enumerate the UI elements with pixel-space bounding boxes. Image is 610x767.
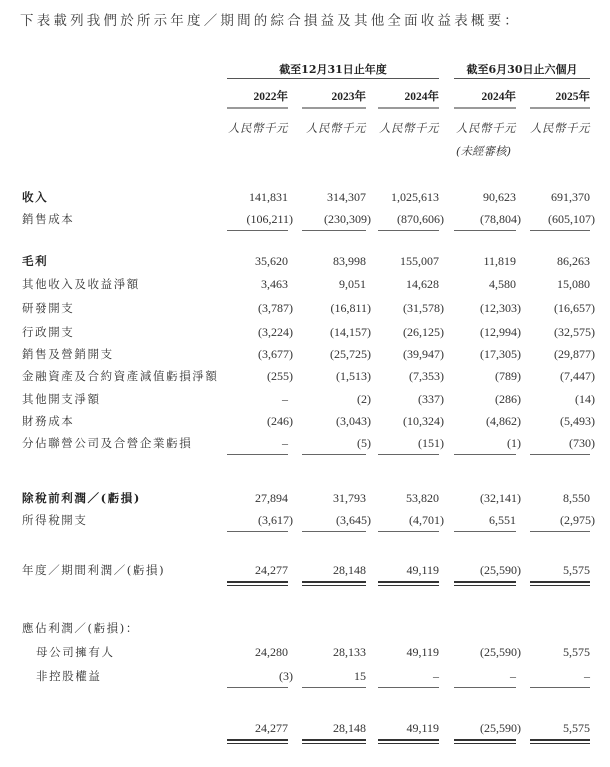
table-cell: 53,820	[406, 491, 439, 505]
table-cell: 1,025,613	[391, 190, 439, 204]
column-year-underline	[227, 107, 288, 109]
subtotal-underline	[227, 531, 288, 532]
table-cell: (230,309)	[324, 212, 371, 226]
row-label: 收入	[22, 190, 49, 204]
column-year-header: 2025年	[555, 91, 590, 103]
column-year-header: 2024年	[404, 91, 439, 103]
total-double-underline-bottom	[227, 743, 288, 744]
table-cell: 11,819	[483, 254, 516, 268]
table-cell: 24,277	[255, 721, 288, 735]
subtotal-underline	[378, 687, 439, 688]
row-label: 年度／期間利潤／(虧損)	[22, 563, 166, 577]
table-cell: (14,157)	[330, 325, 371, 339]
table-cell: (1,513)	[336, 369, 371, 383]
total-double-underline-top	[454, 581, 516, 583]
row-label: 研發開支	[22, 301, 75, 315]
row-label: 其他收入及收益淨額	[22, 277, 140, 291]
table-cell: 5,575	[563, 563, 590, 577]
table-cell: 83,998	[333, 254, 366, 268]
row-label: 分佔聯營公司及合營企業虧損	[22, 436, 193, 450]
total-double-underline-bottom	[454, 743, 516, 744]
unaudited-note: (未經審核)	[456, 144, 511, 158]
table-cell: (4,862)	[486, 414, 521, 428]
table-cell: (25,590)	[480, 721, 521, 735]
table-cell: (26,125)	[403, 325, 444, 339]
total-double-underline-top	[302, 581, 366, 583]
subtotal-underline	[530, 531, 590, 532]
table-cell: 155,007	[400, 254, 439, 268]
table-cell: (39,947)	[403, 347, 444, 361]
total-double-underline-top	[378, 581, 439, 583]
subtotal-underline	[454, 687, 516, 688]
table-cell: 5,575	[563, 721, 590, 735]
table-cell: (3,043)	[336, 414, 371, 428]
row-label: 非控股權益	[36, 669, 102, 683]
table-cell: (730)	[569, 436, 595, 450]
table-cell: 5,575	[563, 645, 590, 659]
table-cell: 3,463	[261, 277, 288, 291]
table-cell: (255)	[267, 369, 293, 383]
table-cell: –	[584, 669, 590, 683]
subtotal-underline	[227, 687, 288, 688]
row-label: 毛利	[22, 254, 49, 268]
table-cell: (605,107)	[548, 212, 595, 226]
column-unit-label: 人民幣千元	[306, 121, 366, 135]
column-year-header: 2024年	[481, 91, 516, 103]
subtotal-underline	[530, 687, 590, 688]
table-cell: (16,657)	[554, 301, 595, 315]
total-double-underline-top	[227, 581, 288, 583]
table-cell: (25,725)	[330, 347, 371, 361]
column-year-underline	[454, 107, 516, 109]
subtotal-underline	[378, 230, 439, 231]
table-cell: (246)	[267, 414, 293, 428]
table-cell: –	[282, 436, 288, 450]
row-label: 金融資產及合約資產減值虧損淨額	[22, 369, 219, 383]
table-cell: 141,831	[249, 190, 288, 204]
table-cell: 8,550	[563, 491, 590, 505]
column-year-underline	[378, 107, 439, 109]
table-cell: 24,277	[255, 563, 288, 577]
table-cell: (1)	[507, 436, 521, 450]
total-double-underline-top	[530, 739, 590, 741]
table-cell: (3)	[279, 669, 293, 683]
table-cell: (32,141)	[480, 491, 521, 505]
table-cell: (789)	[495, 369, 521, 383]
row-label: 所得稅開支	[22, 513, 88, 527]
table-cell: (29,877)	[554, 347, 595, 361]
subtotal-underline	[302, 454, 366, 455]
table-cell: –	[510, 669, 516, 683]
table-cell: –	[433, 669, 439, 683]
table-cell: 15	[354, 669, 366, 683]
table-cell: 9,051	[339, 277, 366, 291]
table-cell: 28,148	[333, 563, 366, 577]
table-cell: 27,894	[255, 491, 288, 505]
subtotal-underline	[378, 454, 439, 455]
table-cell: (7,447)	[560, 369, 595, 383]
row-label: 母公司擁有人	[36, 645, 115, 659]
table-cell: (12,303)	[480, 301, 521, 315]
table-cell: 4,580	[489, 277, 516, 291]
table-cell: (25,590)	[480, 645, 521, 659]
table-cell: 86,263	[557, 254, 590, 268]
table-cell: 49,119	[406, 645, 439, 659]
intro-text: 下表載列我們於所示年度／期間的綜合損益及其他全面收益表概要：	[20, 13, 521, 29]
table-cell: (14)	[575, 392, 595, 406]
table-cell: 31,793	[333, 491, 366, 505]
table-cell: (7,353)	[409, 369, 444, 383]
table-cell: (3,224)	[258, 325, 293, 339]
column-year-header: 2023年	[331, 91, 366, 103]
row-label: 財務成本	[22, 414, 75, 428]
table-cell: 35,620	[255, 254, 288, 268]
table-cell: (17,305)	[480, 347, 521, 361]
table-cell: (337)	[418, 392, 444, 406]
subtotal-underline	[227, 230, 288, 231]
table-cell: (25,590)	[480, 563, 521, 577]
subtotal-underline	[530, 230, 590, 231]
table-cell: (3,645)	[336, 513, 371, 527]
group-header-six-months: 截至6月30日止六個月	[466, 63, 578, 76]
table-cell: (286)	[495, 392, 521, 406]
table-cell: (3,787)	[258, 301, 293, 315]
table-cell: 90,623	[483, 190, 516, 204]
table-cell: (5,493)	[560, 414, 595, 428]
table-cell: (4,701)	[409, 513, 444, 527]
subtotal-underline	[302, 687, 366, 688]
column-year-underline	[302, 107, 366, 109]
row-label: 行政開支	[22, 325, 75, 339]
table-cell: 6,551	[489, 513, 516, 527]
total-double-underline-bottom	[454, 585, 516, 586]
subtotal-underline	[454, 454, 516, 455]
subtotal-underline	[454, 230, 516, 231]
total-double-underline-top	[530, 581, 590, 583]
subtotal-underline	[530, 454, 590, 455]
table-cell: (3,617)	[258, 513, 293, 527]
table-cell: (5)	[357, 436, 371, 450]
subtotal-underline	[302, 230, 366, 231]
table-cell: 28,133	[333, 645, 366, 659]
table-cell: (3,677)	[258, 347, 293, 361]
row-label: 應佔利潤／(虧損)：	[22, 621, 139, 635]
total-double-underline-bottom	[227, 585, 288, 586]
table-cell: 691,370	[551, 190, 590, 204]
column-unit-label: 人民幣千元	[379, 121, 439, 135]
column-year-underline	[530, 107, 590, 109]
group-header-six-months-underline	[454, 78, 590, 79]
group-header-annual: 截至12月31日止年度	[279, 63, 387, 76]
row-label: 銷售及營銷開支	[22, 347, 114, 361]
table-cell: (32,575)	[554, 325, 595, 339]
total-double-underline-bottom	[302, 743, 366, 744]
table-cell: 15,080	[557, 277, 590, 291]
table-cell: (78,804)	[480, 212, 521, 226]
total-double-underline-bottom	[530, 585, 590, 586]
table-cell: 314,307	[327, 190, 366, 204]
total-double-underline-bottom	[302, 585, 366, 586]
table-cell: 28,148	[333, 721, 366, 735]
total-double-underline-top	[227, 739, 288, 741]
table-cell: (31,578)	[403, 301, 444, 315]
table-cell: (151)	[418, 436, 444, 450]
table-cell: (2,975)	[560, 513, 595, 527]
total-double-underline-top	[454, 739, 516, 741]
table-cell: (16,811)	[330, 301, 371, 315]
table-cell: (106,211)	[246, 212, 293, 226]
table-cell: 24,280	[255, 645, 288, 659]
group-header-annual-underline	[227, 78, 439, 79]
table-cell: 14,628	[406, 277, 439, 291]
column-unit-label: 人民幣千元	[228, 121, 288, 135]
row-label: 除稅前利潤／(虧損)	[22, 491, 141, 505]
table-cell: (870,606)	[397, 212, 444, 226]
table-cell: –	[282, 392, 288, 406]
column-unit-label: 人民幣千元	[530, 121, 590, 135]
column-unit-label: 人民幣千元	[456, 121, 516, 135]
subtotal-underline	[302, 531, 366, 532]
table-cell: 49,119	[406, 563, 439, 577]
total-double-underline-top	[302, 739, 366, 741]
total-double-underline-top	[378, 739, 439, 741]
subtotal-underline	[454, 531, 516, 532]
total-double-underline-bottom	[378, 585, 439, 586]
row-label: 銷售成本	[22, 212, 75, 226]
table-cell: (10,324)	[403, 414, 444, 428]
table-cell: (12,994)	[480, 325, 521, 339]
subtotal-underline	[227, 454, 288, 455]
table-cell: 49,119	[406, 721, 439, 735]
total-double-underline-bottom	[378, 743, 439, 744]
subtotal-underline	[378, 531, 439, 532]
row-label: 其他開支淨額	[22, 392, 101, 406]
total-double-underline-bottom	[530, 743, 590, 744]
column-year-header: 2022年	[253, 91, 288, 103]
table-cell: (2)	[357, 392, 371, 406]
